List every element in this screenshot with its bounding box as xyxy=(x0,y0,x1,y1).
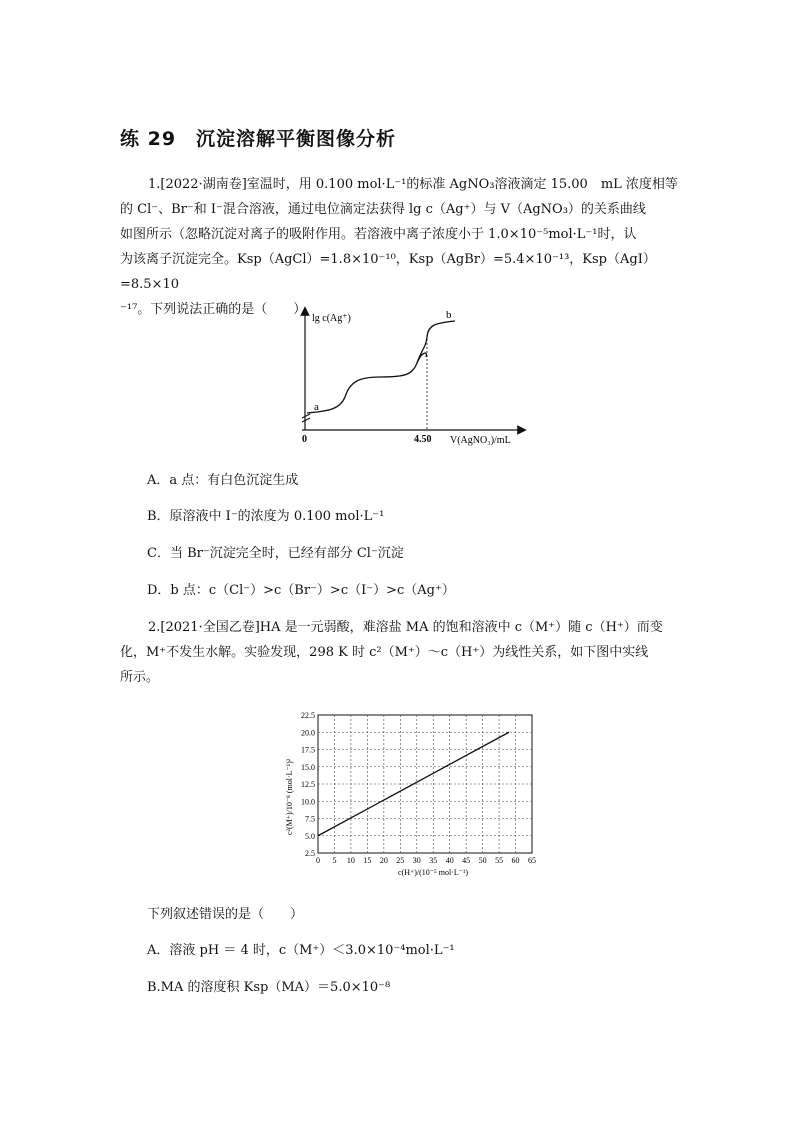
y-tick-label: 12.5 xyxy=(301,780,315,789)
y-axis-label: lg c(Ag⁺) xyxy=(312,313,351,324)
x-tick-label: 4.50 xyxy=(414,434,432,445)
question-2-stem xyxy=(120,615,685,690)
q2-line-2: 化，M⁺不发生水解。实验发现，298 K 时 c²（M⁺）～c（H⁺）为线性关系，如下图中实线 xyxy=(120,645,649,660)
titration-curve xyxy=(307,353,426,413)
linear-chart xyxy=(280,705,550,885)
q1-option-d: D．b 点：c（Cl⁻）>c（Br⁻）>c（I⁻）>c（Ag⁺） xyxy=(147,583,455,598)
y-tick-label: 17.5 xyxy=(301,745,315,755)
q1-option-b: B．原溶液中 I⁻的浓度为 0.100 mol·L⁻¹ xyxy=(147,509,385,524)
y-tick-label: 7.5 xyxy=(305,814,315,824)
y-tick-label: 10.0 xyxy=(301,797,315,807)
question-1-stem xyxy=(120,172,685,322)
y-tick-label: 15.0 xyxy=(301,762,315,772)
x-tick-label: 45 xyxy=(462,856,471,865)
x-tick-label: 55 xyxy=(495,856,504,865)
chart-y-label: c²(M⁺)/10⁻⁸ (mol·L⁻¹)² xyxy=(285,758,294,835)
x-tick-label: 25 xyxy=(396,856,405,865)
q2-question: 下列叙述错误的是（ ） xyxy=(147,907,304,922)
x-tick-label: 40 xyxy=(445,856,454,865)
q1-line-2: 的 Cl⁻、Br⁻和 I⁻混合溶液，通过电位滴定法获得 lg c（Ag⁺）与 V（AgNO₃）的关系曲线 xyxy=(120,202,646,217)
x-tick-label: 30 xyxy=(412,856,421,865)
x-tick-label: 60 xyxy=(511,856,520,865)
titration-curve-end xyxy=(417,321,455,363)
x-tick-label: 5 xyxy=(332,856,337,865)
point-b-label: b xyxy=(446,309,452,321)
y-tick-label: 20.0 xyxy=(301,728,315,738)
q1-line-3: 如图所示（忽略沉淀对离子的吸附作用。若溶液中离子浓度小于 1.0×10⁻⁵mol·L⁻¹时，认 xyxy=(120,227,637,242)
x-tick-label: 10 xyxy=(346,856,355,865)
axis-break xyxy=(302,414,310,418)
x-axis-label: V(AgNO₃)/mL xyxy=(450,435,511,446)
q1-option-c: C．当 Br⁻沉淀完全时，已经有部分 Cl⁻沉淀 xyxy=(147,546,404,561)
q1-line-5: ⁻¹⁷。下列说法正确的是（ ） xyxy=(120,302,307,317)
axis-break xyxy=(302,418,310,422)
y-tick-label: 5.0 xyxy=(305,831,315,841)
x-tick-label: 35 xyxy=(429,856,438,865)
q1-line-4: 为该离子沉淀完全。Ksp（AgCl）=1.8×10⁻¹⁰，Ksp（AgBr）=5.4×10⁻¹³，Ksp（AgI）=8.5×10 xyxy=(120,252,656,292)
origin-label: 0 xyxy=(302,434,307,445)
x-tick-label: 20 xyxy=(379,856,388,865)
x-tick-label: 50 xyxy=(478,856,487,865)
page-title: 练 29 沉淀溶解平衡图像分析 xyxy=(120,128,397,150)
titration-figure xyxy=(290,305,540,450)
q1-line-1: 1.[2022·湖南卷]室温时，用 0.100 mol·L⁻¹的标准 AgNO₃溶液滴定 15.00 mL 浓度相等 xyxy=(148,177,678,192)
point-a-label: a xyxy=(314,401,319,413)
x-tick-label: 15 xyxy=(363,856,372,865)
q1-option-a: A．a 点：有白色沉淀生成 xyxy=(147,473,299,488)
x-tick-label: 65 xyxy=(528,856,536,865)
x-tick-label: 0 xyxy=(316,856,320,865)
y-tick-label: 22.5 xyxy=(301,711,315,720)
q2-option-b: B.MA 的溶度积 Ksp（MA）＝5.0×10⁻⁸ xyxy=(147,980,391,995)
y-tick-label: 2.5 xyxy=(305,849,315,858)
q2-line-1: 2.[2021·全国乙卷]HA 是一元弱酸，难溶盐 MA 的饱和溶液中 c（M⁺）随 c（H⁺）而变 xyxy=(148,620,663,635)
q2-line-3: 所示。 xyxy=(120,670,160,685)
chart-x-label: c(H⁺)/(10⁻⁵ mol·L⁻¹) xyxy=(398,868,469,877)
q2-option-a: A．溶液 pH ＝ 4 时，c（M⁺）＜3.0×10⁻⁴mol·L⁻¹ xyxy=(147,943,455,958)
